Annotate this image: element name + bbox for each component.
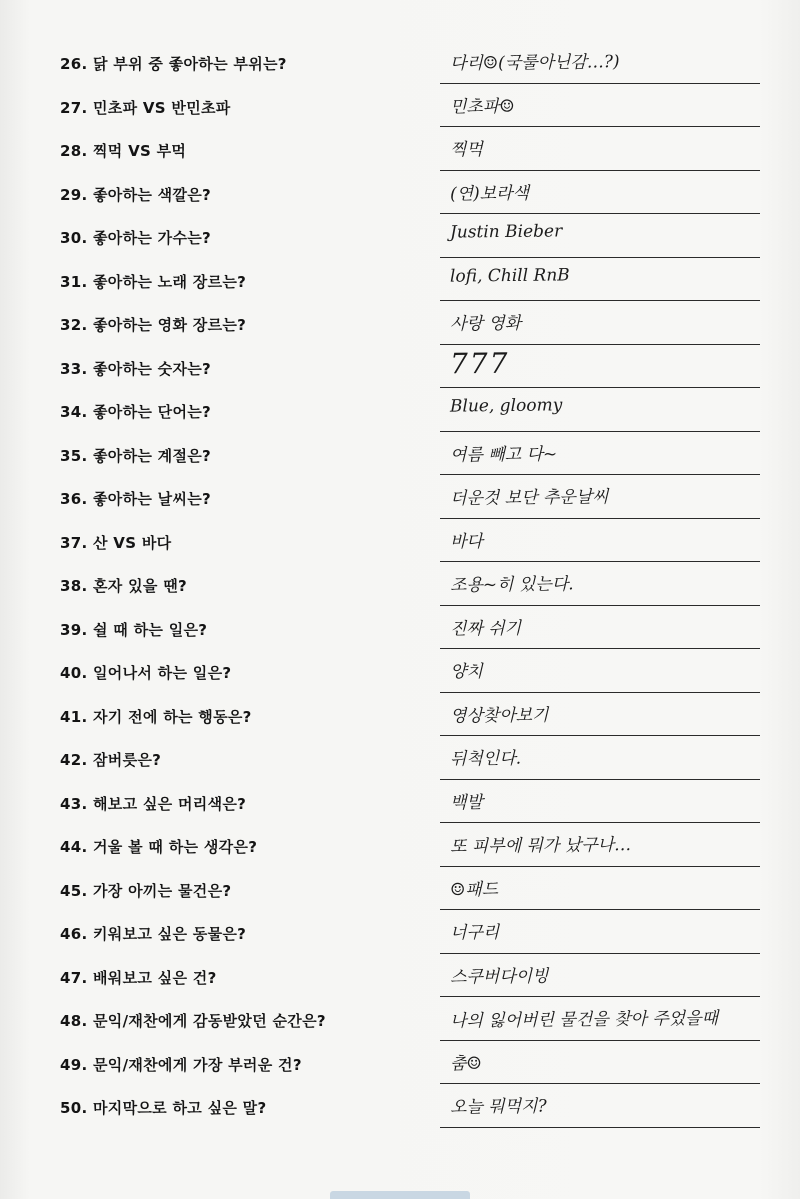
- question-label: 43. 해보고 싶은 머리색은?: [60, 794, 247, 813]
- handwritten-answer: 바다: [449, 531, 483, 552]
- handwritten-answer: 더운것 보단 추운날씨: [449, 487, 609, 509]
- question-label: 38. 혼자 있을 땐?: [60, 577, 187, 595]
- handwritten-answer: 777: [449, 346, 510, 380]
- handwritten-answer: 양치: [449, 661, 483, 683]
- question-row-35: [60, 432, 760, 476]
- handwritten-answer: 민초파☺: [449, 96, 515, 117]
- question-label: 45. 가장 아끼는 물건은?: [60, 881, 232, 900]
- question-row-38: [60, 562, 760, 606]
- handwritten-answer: 춤☺: [449, 1053, 482, 1074]
- handwritten-answer: 여름 빼고 다~: [449, 443, 558, 466]
- handwritten-answer: 뒤척인다.: [449, 748, 522, 770]
- question-label: 47. 배워보고 싶은 건?: [60, 968, 217, 987]
- handwritten-answer: 영상찾아보기: [449, 704, 549, 727]
- question-label: 28. 찍먹 VS 부먹: [60, 142, 187, 160]
- question-row-36: [60, 475, 760, 519]
- question-row-40: [60, 649, 760, 693]
- handwritten-answer: 진짜 쉬기: [449, 618, 522, 639]
- handwritten-answer: lofi, Chill RnB: [449, 264, 570, 287]
- question-row-32: [60, 301, 760, 345]
- question-label: 27. 민초파 VS 반민초파: [60, 98, 231, 117]
- handwritten-answer: 찍먹: [449, 139, 483, 161]
- question-row-34: [60, 388, 760, 432]
- question-label: 39. 쉴 때 하는 일은?: [60, 620, 208, 639]
- question-label: 29. 좋아하는 색깔은?: [60, 185, 212, 204]
- question-row-29: [60, 171, 760, 215]
- question-label: 44. 거울 볼 때 하는 생각은?: [60, 838, 258, 856]
- question-row-45: [60, 867, 760, 911]
- handwritten-answer: 너구리: [449, 922, 500, 944]
- question-label: 42. 잠버릇은?: [60, 751, 162, 769]
- question-row-50: [60, 1084, 760, 1128]
- question-label: 32. 좋아하는 영화 장르는?: [60, 316, 247, 334]
- question-label: 30. 좋아하는 가수는?: [60, 229, 212, 247]
- question-row-41: [60, 693, 760, 737]
- handwritten-answer: 다리☺(국룰아닌감…?): [449, 52, 620, 74]
- question-row-43: [60, 780, 760, 824]
- handwritten-answer: 조용~히 있는다.: [449, 574, 574, 596]
- question-label: 31. 좋아하는 노래 장르는?: [60, 272, 247, 291]
- question-row-44: [60, 823, 760, 867]
- page-bottom-tab: [330, 1191, 470, 1199]
- question-row-33: [60, 345, 760, 389]
- question-label: 48. 문익/재찬에게 감동받았던 순간은?: [60, 1012, 326, 1030]
- handwritten-answer: Blue, gloomy: [449, 395, 563, 417]
- handwritten-answer: 스쿠버다이빙: [449, 965, 549, 988]
- question-label: 49. 문익/재찬에게 가장 부러운 건?: [60, 1055, 302, 1074]
- question-label: 36. 좋아하는 날씨는?: [60, 490, 212, 508]
- question-label: 41. 자기 전에 하는 행동은?: [60, 707, 252, 726]
- question-label: 40. 일어나서 하는 일은?: [60, 664, 232, 682]
- question-label: 34. 좋아하는 단어는?: [60, 403, 212, 421]
- question-row-46: [60, 910, 760, 954]
- question-label: 46. 키워보고 싶은 동물은?: [60, 925, 247, 943]
- question-row-48: [60, 997, 760, 1041]
- answer-line: [440, 1127, 760, 1128]
- handwritten-answer: 백발: [449, 792, 483, 813]
- question-row-26: [60, 40, 760, 84]
- question-row-30: [60, 214, 760, 258]
- handwritten-answer: ☺패드: [449, 879, 499, 900]
- handwritten-answer: (연)보라색: [449, 183, 530, 204]
- handwritten-answer: 나의 잃어버린 물건을 찾아 주었을때: [449, 1008, 719, 1032]
- question-row-47: [60, 954, 760, 998]
- handwritten-answer: 또 피부에 뭐가 났구나…: [449, 835, 632, 857]
- question-label: 26. 닭 부위 중 좋아하는 부위는?: [60, 55, 287, 73]
- question-row-27: [60, 84, 760, 128]
- question-row-42: [60, 736, 760, 780]
- question-label: 33. 좋아하는 숫자는?: [60, 359, 212, 378]
- handwritten-answer: Justin Bieber: [449, 221, 563, 243]
- question-row-31: [60, 258, 760, 302]
- question-row-39: [60, 606, 760, 650]
- question-label: 50. 마지막으로 하고 싶은 말?: [60, 1099, 267, 1117]
- question-label: 35. 좋아하는 계절은?: [60, 446, 212, 465]
- question-row-37: [60, 519, 760, 563]
- handwritten-answer: 사랑 영화: [449, 313, 522, 335]
- handwritten-answer: 오늘 뭐먹지?: [449, 1096, 547, 1118]
- question-row-49: [60, 1041, 760, 1085]
- question-label: 37. 산 VS 바다: [60, 533, 172, 552]
- question-row-28: [60, 127, 760, 171]
